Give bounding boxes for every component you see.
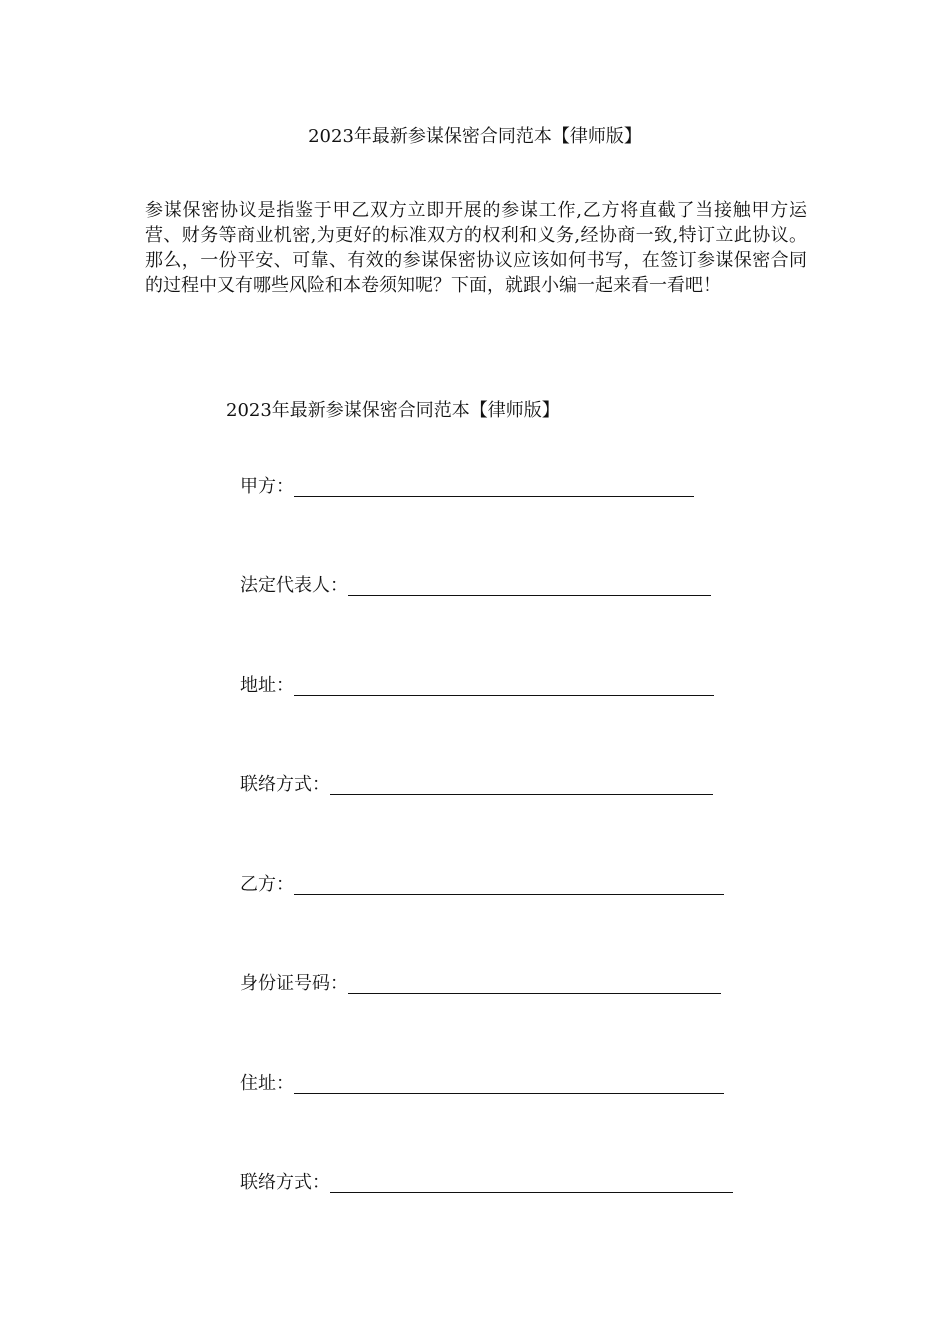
blank-line[interactable] bbox=[348, 575, 711, 596]
field-label: 法定代表人： bbox=[240, 575, 348, 596]
field-party-b bbox=[240, 872, 724, 898]
blank-line[interactable] bbox=[294, 874, 724, 895]
field-address bbox=[240, 673, 714, 699]
field-label: 地址： bbox=[240, 675, 294, 696]
field-label: 联络方式： bbox=[240, 774, 330, 795]
contract-title: 2023年最新参谋保密合同范本【律师版】 bbox=[226, 400, 560, 421]
field-label: 乙方： bbox=[240, 874, 294, 895]
field-contact-b bbox=[240, 1170, 733, 1196]
field-label: 身份证号码： bbox=[240, 973, 348, 994]
blank-line[interactable] bbox=[330, 1172, 733, 1193]
blank-line[interactable] bbox=[294, 1073, 724, 1094]
intro-paragraph: 参谋保密协议是指鉴于甲乙双方立即开展的参谋工作,乙方将直截了当接触甲方运营、财务等商业机密,为更好的标准双方的权利和义务,经协商一致,特订立此协议。那么，一份平安、可靠、有效的参谋保密协议应该如何书写，在签订参谋保密合同的过程中又有哪些风险和本卷须知呢？下面，就跟小编一起来看一看吧！ bbox=[145, 200, 807, 296]
field-legal-representative bbox=[240, 573, 711, 599]
field-id-number bbox=[240, 971, 721, 997]
field-contact-a bbox=[240, 772, 713, 798]
blank-line[interactable] bbox=[294, 675, 714, 696]
document-title: 2023年最新参谋保密合同范本【律师版】 bbox=[308, 126, 642, 147]
field-label: 甲方： bbox=[240, 476, 294, 497]
blank-line[interactable] bbox=[330, 774, 713, 795]
blank-line[interactable] bbox=[348, 973, 721, 994]
field-party-a bbox=[240, 474, 694, 500]
field-residence bbox=[240, 1071, 724, 1097]
field-label: 住址： bbox=[240, 1073, 294, 1094]
field-label: 联络方式： bbox=[240, 1172, 330, 1193]
blank-line[interactable] bbox=[294, 476, 694, 497]
